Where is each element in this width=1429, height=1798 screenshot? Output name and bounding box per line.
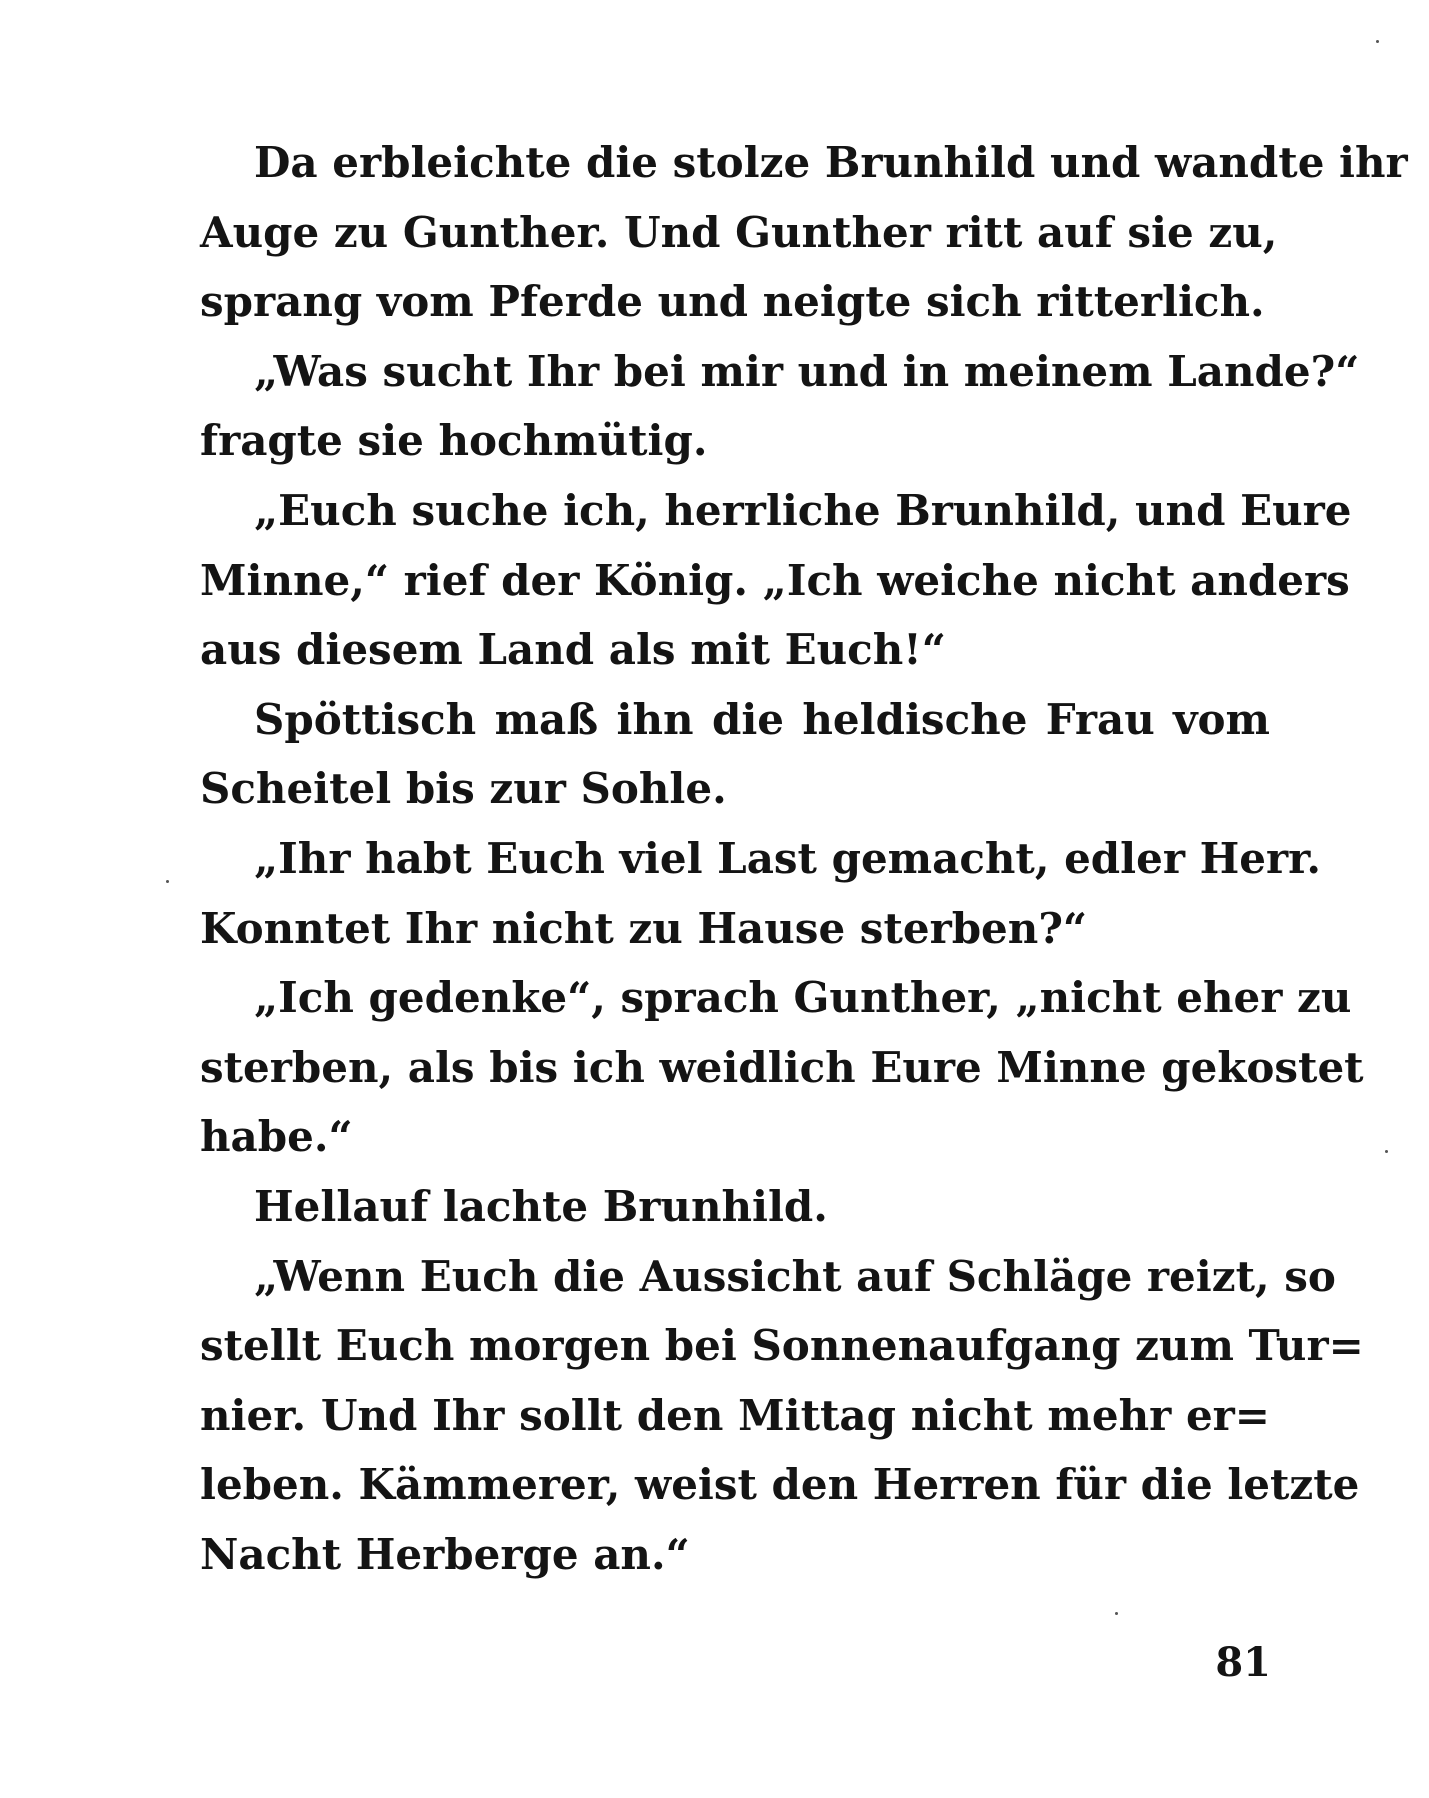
- text-line-18: stellt Euch morgen bei Sonnenaufgang zum Tur=: [200, 1321, 1364, 1371]
- text-line-1: Da erbleichte die stolze Brunhild und wandte ihr: [254, 138, 1408, 187]
- text-line-15: habe.“: [200, 1112, 353, 1162]
- text-line-11: „Ihr habt Euch viel Last gemacht, edler Herr.: [254, 833, 1322, 883]
- text-line-21: Nacht Herberge an.“: [200, 1529, 690, 1579]
- scan-speck: [1376, 40, 1379, 43]
- page-number: 81: [1215, 1639, 1271, 1686]
- text-line-3: sprang vom Pferde und neigte sich ritterlich.: [200, 277, 1265, 327]
- text-line-7: Minne,“ rief der König. „Ich weiche nicht anders: [200, 555, 1350, 605]
- text-line-20: leben. Kämmerer, weist den Herren für die letzte: [200, 1460, 1360, 1510]
- text-line-16: Hellauf lachte Brunhild.: [254, 1181, 828, 1231]
- scan-speck: [1115, 1612, 1118, 1615]
- text-line-10: Scheitel bis zur Sohle.: [200, 764, 727, 814]
- text-line-14: sterben, als bis ich weidlich Eure Minne gekostet: [200, 1042, 1364, 1092]
- body-text: [200, 128, 1408, 1589]
- text-line-6: „Euch suche ich, herrliche Brunhild, und Eure: [254, 485, 1352, 535]
- text-line-2: Auge zu Gunther. Und Gunther ritt auf sie zu,: [200, 207, 1278, 257]
- text-line-17: „Wenn Euch die Aussicht auf Schläge reizt, so: [254, 1251, 1336, 1301]
- scan-speck: [166, 880, 169, 883]
- text-line-12: Konntet Ihr nicht zu Hause sterben?“: [200, 903, 1088, 953]
- text-line-19: nier. Und Ihr sollt den Mittag nicht mehr er=: [200, 1390, 1270, 1440]
- text-line-8: aus diesem Land als mit Euch!“: [200, 625, 946, 675]
- text-line-9: Spöttisch maß ihn die heldische Frau vom: [254, 694, 1270, 744]
- scan-speck: [1385, 1150, 1388, 1153]
- text-line-5: fragte sie hochmütig.: [200, 416, 708, 466]
- text-line-4: „Was sucht Ihr bei mir und in meinem Lande?“: [254, 346, 1360, 396]
- text-line-13: „Ich gedenke“, sprach Gunther, „nicht eher zu: [254, 973, 1352, 1023]
